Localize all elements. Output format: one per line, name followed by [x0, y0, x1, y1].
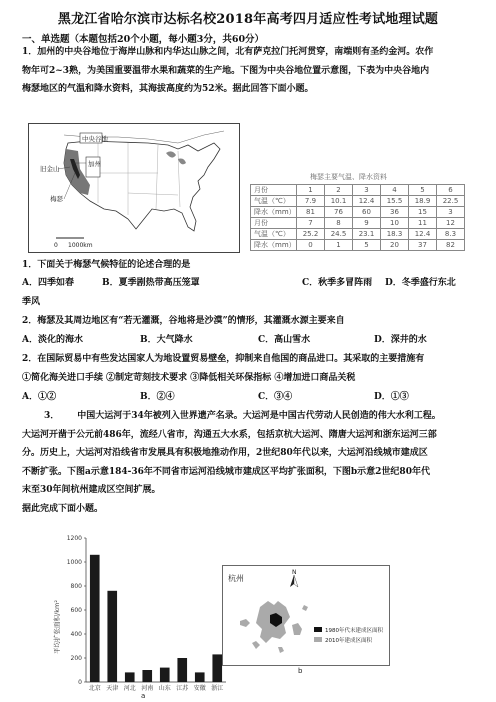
climate-table-title: 梅瑟主要气温、降水资料: [310, 173, 387, 181]
q1-2-option-d[interactable]: D．深井的水: [374, 335, 427, 345]
y-tick-label: 0: [78, 679, 82, 686]
us-map-figure: [28, 123, 240, 253]
ca-label: 加州: [88, 160, 101, 168]
table-row: 气温（℃） 7.9 10.1 12.4 15.5 18.9 22.5: [251, 196, 465, 207]
bar-8: [212, 654, 222, 682]
chart-a-caption: a: [141, 692, 146, 700]
legend-swatch-2010: [314, 637, 322, 642]
table-row: 气温（℃） 25.2 24.5 23.1 18.3 12.4 8.3: [251, 229, 465, 240]
north-label: N: [292, 569, 297, 576]
q1-1-option-b[interactable]: B．夏季剧热带高压笼罩: [102, 278, 200, 288]
text-line: 1．加州的中央谷地位于海岸山脉和内华达山脉之间，北有萨克拉门托河贯穿，南端则有圣约金河。农作: [22, 47, 434, 57]
text-line: 末至30年间杭州建成区空间扩展。: [22, 485, 161, 496]
bar-chart-a: [48, 532, 248, 700]
city-label: 杭州: [228, 574, 244, 583]
x-tick-label: 江苏: [176, 685, 189, 692]
text-line: 大运河开凿于公元前486年，流经八省市，沟通五大水系，包括京杭大运河、隋唐大运河和浙东运河三部: [22, 429, 437, 440]
q2-items: ①简化海关进口手续 ②制定苛刻技术要求 ③降低相关环保指标 ④增加进口商品关税: [22, 373, 356, 383]
q1-2-stem: 2．梅瑟及其周边地区有“若无灌溉，谷地将是沙漠”的情形，其灌溉水源主要来自: [22, 316, 345, 326]
y-tick-label: 600: [70, 607, 82, 614]
scale-zero: 0: [54, 242, 58, 249]
question-3-intro: [22, 407, 477, 519]
q1-1-option-d-cont: 季风: [22, 297, 41, 307]
y-tick-label: 400: [70, 631, 82, 638]
map-b-caption: b: [298, 667, 303, 675]
q2-stem: 2．在国际贸易中有些发达国家人为地设置贸易壁垒，抑制来自他国的商品进口。其采取的主要措施有: [22, 354, 425, 364]
q2-option-a[interactable]: A．①②: [22, 392, 56, 402]
x-tick-label: 天津: [106, 685, 119, 692]
x-tick-label: 北京: [88, 685, 101, 692]
q1-1-option-d[interactable]: D．冬季盛行东北: [385, 278, 456, 288]
scale-km: 1000km: [68, 242, 93, 249]
climate-table: [250, 184, 465, 251]
text-line: 不断扩张。下图a示意184-36年不同省市运河沿线城市建成区平均扩张面积，下图b示意2世纪80年代: [22, 466, 430, 477]
q1-2-option-a[interactable]: A．淡化的海水: [22, 335, 83, 345]
bar-2: [107, 591, 117, 682]
y-tick-label: 1000: [66, 559, 82, 566]
great-lakes: [166, 151, 186, 164]
text-line: 中国大运河于34年被列入世界遗产名录。大运河是中国古代劳动人民创造的伟大水利工程。: [77, 411, 441, 421]
table-row: 月份 7 8 9 10 11 12: [251, 218, 465, 229]
x-tick-label: 浙江: [211, 685, 224, 692]
valley-label: 中央谷地: [82, 135, 108, 143]
y-tick-label: 1200: [66, 535, 82, 542]
q2-option-c[interactable]: C．③④: [258, 392, 293, 402]
y-tick-label: 800: [70, 583, 82, 590]
x-tick-label: 山东: [158, 685, 171, 692]
text-line: 分。历史上，大运河对沿线省市发展具有积极地推动作用，2世纪80年代以来，大运河沿线城市建成区: [22, 448, 428, 459]
x-tick-label: 安徽: [193, 685, 206, 692]
q1-1-option-a[interactable]: A．四季如春: [22, 278, 74, 288]
q1-1-stem: 1．下面关于梅瑟气候特征的论述合理的是: [22, 260, 191, 270]
merced-label: 梅瑟: [50, 195, 63, 203]
q2-option-b[interactable]: B．②④: [140, 392, 175, 402]
legend-2010: 2010年建成区面积: [325, 638, 372, 644]
table-row: 降水（mm） 0 1 5 20 37 82: [251, 240, 465, 251]
bar-7: [195, 672, 205, 682]
bar-5: [160, 668, 170, 682]
y-tick-label: 200: [70, 655, 82, 662]
bar-6: [177, 658, 187, 682]
hangzhou-map-b: [222, 565, 390, 675]
q2-option-d[interactable]: D．①③: [374, 392, 409, 402]
x-tick-label: 河北: [123, 685, 136, 692]
q1-1-option-c[interactable]: C．秋季多冒阵雨: [302, 278, 373, 288]
q1-2-option-c[interactable]: C．高山雪水: [258, 335, 311, 345]
section-heading: 一、单选题（本题包括20个小题，每小题3分，共60分）: [22, 34, 265, 45]
page-title: 黑龙江省哈尔滨市达标名校2018年高考四月适应性考试地理试题: [57, 12, 439, 27]
text-line: 物年可2~3熟，为美国重要温带水果和蔬菜的生产地。下图为中央谷地位置示意图，下表为中央谷地内: [22, 65, 430, 76]
question-1-intro: [22, 43, 477, 99]
table-row: 降水（mm） 81 76 60 36 15 3: [251, 207, 465, 218]
legend-swatch-1980: [314, 627, 322, 632]
text-line: 梅瑟地区的气温和降水资料，其海拔高度约为52米。据此回答下面小题。: [22, 84, 314, 95]
north-arrow-icon: [290, 575, 294, 587]
bar-3: [125, 672, 135, 682]
sf-label: 旧金山: [40, 165, 60, 173]
q3-number: 3．: [44, 411, 60, 421]
y-axis-label: 平均扩张面积/km²: [53, 600, 61, 654]
table-row: 月份 1 2 3 4 5 6: [251, 185, 465, 196]
legend-1980: 1980年代末建成区面积: [325, 628, 383, 634]
x-tick-label: 河南: [141, 685, 154, 692]
q1-2-option-b[interactable]: B．大气降水: [140, 335, 193, 345]
text-line: 据此完成下面小题。: [22, 503, 104, 514]
bar-1: [90, 555, 100, 682]
built-up-area-2010: [240, 601, 308, 653]
bar-4: [142, 670, 152, 682]
